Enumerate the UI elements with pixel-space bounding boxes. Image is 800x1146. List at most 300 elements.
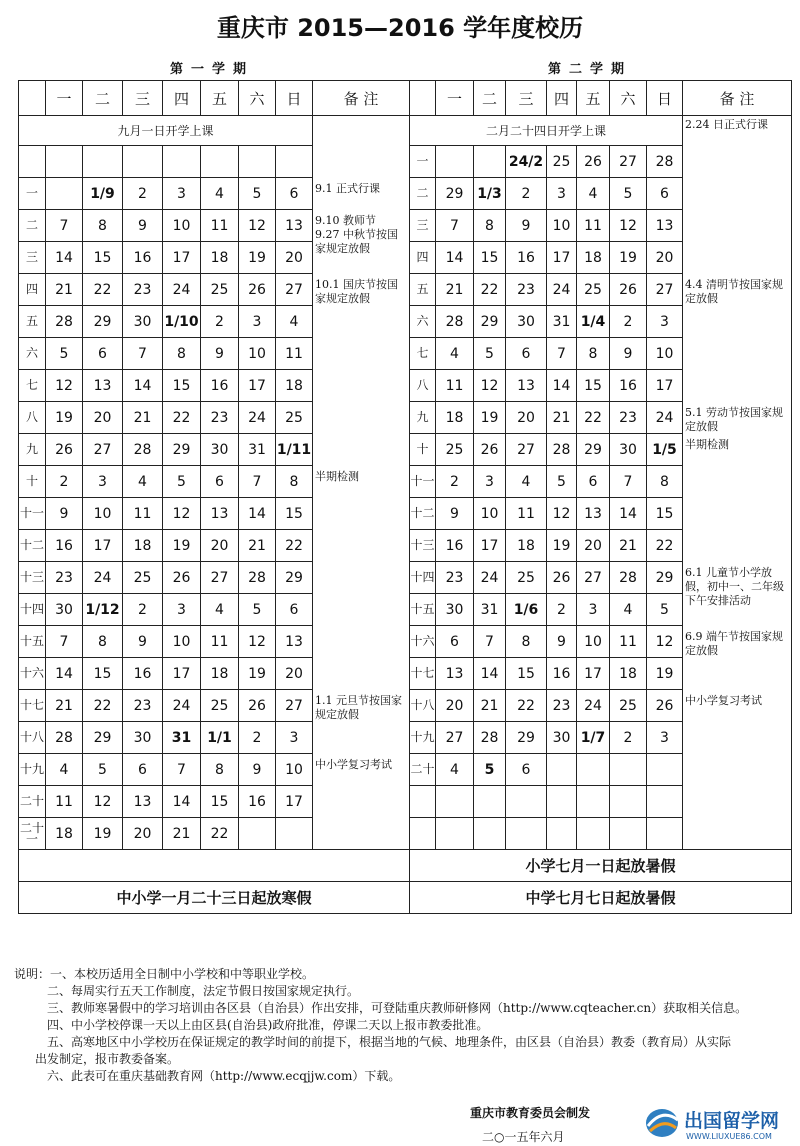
date-cell: 28 — [610, 562, 647, 594]
date-cell: 17 — [474, 530, 506, 562]
date-cell — [123, 146, 163, 178]
calendar-note: 9.10 教师节 9.27 中秋节按国家规定放假 — [315, 214, 398, 255]
week-number: 十九 — [19, 754, 46, 786]
date-cell: 25 — [547, 146, 577, 178]
date-cell: 11 — [46, 786, 83, 818]
date-cell: 8 — [506, 626, 547, 658]
date-cell: 14 — [436, 242, 474, 274]
date-cell: 2 — [547, 594, 577, 626]
date-cell: 7 — [474, 626, 506, 658]
date-cell: 16 — [506, 242, 547, 274]
weekday-header: 三 — [123, 81, 163, 116]
date-cell: 13 — [83, 370, 123, 402]
date-cell: 5 — [239, 594, 276, 626]
date-cell: 28 — [46, 306, 83, 338]
date-cell: 4 — [46, 754, 83, 786]
date-cell: 26 — [239, 690, 276, 722]
date-cell: 20 — [577, 530, 610, 562]
watermark-text: 出国留学网 — [684, 1110, 780, 1132]
week-number: 二十 — [410, 754, 436, 786]
date-cell: 28 — [239, 562, 276, 594]
date-cell: 1/4 — [577, 306, 610, 338]
date-cell: 16 — [201, 370, 239, 402]
date-cell: 25 — [577, 274, 610, 306]
date-cell: 9 — [436, 498, 474, 530]
date-cell — [201, 146, 239, 178]
week-number: 十八 — [19, 722, 46, 754]
date-cell: 1/3 — [474, 178, 506, 210]
date-cell: 21 — [239, 530, 276, 562]
date-cell: 9 — [201, 338, 239, 370]
calendar-note: 中小学复习考试 — [315, 758, 392, 771]
date-cell: 21 — [474, 690, 506, 722]
date-cell: 6 — [506, 754, 547, 786]
date-cell: 12 — [610, 210, 647, 242]
date-cell: 12 — [547, 498, 577, 530]
date-cell — [547, 818, 577, 850]
date-cell — [474, 146, 506, 178]
date-cell: 11 — [436, 370, 474, 402]
date-cell: 2 — [123, 594, 163, 626]
date-cell: 22 — [474, 274, 506, 306]
date-cell: 16 — [239, 786, 276, 818]
date-cell: 24 — [647, 402, 683, 434]
week-number: 八 — [410, 370, 436, 402]
date-cell: 19 — [610, 242, 647, 274]
date-cell: 17 — [276, 786, 313, 818]
date-cell: 6 — [276, 178, 313, 210]
date-cell: 14 — [474, 658, 506, 690]
week-number: 十六 — [19, 658, 46, 690]
date-cell: 6 — [506, 338, 547, 370]
date-cell: 17 — [547, 242, 577, 274]
date-cell: 25 — [201, 274, 239, 306]
date-cell: 20 — [83, 402, 123, 434]
date-cell: 16 — [123, 658, 163, 690]
date-cell: 1/10 — [163, 306, 201, 338]
date-cell: 18 — [577, 242, 610, 274]
date-cell: 27 — [201, 562, 239, 594]
date-cell — [436, 146, 474, 178]
weekday-header: 一 — [46, 81, 83, 116]
week-number: 十 — [19, 466, 46, 498]
date-cell: 5 — [610, 178, 647, 210]
date-cell: 9 — [239, 754, 276, 786]
date-cell — [547, 786, 577, 818]
explain-line: 六、此表可在重庆基础教育网（http://www.ecqjjw.com）下载。 — [47, 1069, 401, 1083]
date-cell: 25 — [436, 434, 474, 466]
weekday-header: 六 — [239, 81, 276, 116]
date-cell: 19 — [239, 242, 276, 274]
date-cell: 3 — [647, 306, 683, 338]
vacation-notice: 中小学一月二十三日起放寒假 — [19, 882, 410, 914]
week-number: 四 — [19, 274, 46, 306]
date-cell: 30 — [201, 434, 239, 466]
date-cell: 20 — [123, 818, 163, 850]
date-cell: 11 — [577, 210, 610, 242]
date-cell: 19 — [239, 658, 276, 690]
weekday-header: 五 — [577, 81, 610, 116]
date-cell: 10 — [547, 210, 577, 242]
weekday-header: 日 — [647, 81, 683, 116]
date-cell: 29 — [577, 434, 610, 466]
date-cell: 27 — [276, 690, 313, 722]
date-cell: 18 — [436, 402, 474, 434]
semester-2-table — [409, 80, 792, 914]
date-cell: 3 — [163, 594, 201, 626]
date-cell — [239, 818, 276, 850]
date-cell — [610, 818, 647, 850]
date-cell: 30 — [506, 306, 547, 338]
date-cell: 18 — [46, 818, 83, 850]
date-cell: 14 — [610, 498, 647, 530]
date-cell: 8 — [163, 338, 201, 370]
date-cell: 8 — [201, 754, 239, 786]
date-cell: 17 — [83, 530, 123, 562]
date-cell: 13 — [201, 498, 239, 530]
date-cell — [474, 786, 506, 818]
date-cell: 18 — [506, 530, 547, 562]
date-cell: 13 — [506, 370, 547, 402]
date-cell: 10 — [239, 338, 276, 370]
date-cell — [547, 754, 577, 786]
date-cell: 30 — [610, 434, 647, 466]
date-cell: 2 — [610, 306, 647, 338]
date-cell: 22 — [577, 402, 610, 434]
date-cell: 15 — [647, 498, 683, 530]
date-cell: 28 — [647, 146, 683, 178]
date-cell: 31 — [163, 722, 201, 754]
date-cell: 4 — [436, 338, 474, 370]
date-cell: 5 — [647, 594, 683, 626]
date-cell: 1/12 — [83, 594, 123, 626]
notes-header: 备 注 — [683, 81, 792, 116]
date-cell: 18 — [201, 242, 239, 274]
date-cell: 9 — [547, 626, 577, 658]
date-cell: 13 — [276, 626, 313, 658]
date-cell: 18 — [276, 370, 313, 402]
date-cell: 30 — [123, 306, 163, 338]
date-cell: 14 — [547, 370, 577, 402]
date-cell: 24 — [163, 274, 201, 306]
explain-line: 三、教师寒暑假中的学习培训由各区县（自治县）作出安排，可登陆重庆教师研修网（http://www.cqteacher.cn）获取相关信息。 — [47, 1001, 748, 1015]
date-cell — [46, 146, 83, 178]
notes-column — [683, 116, 792, 850]
date-cell: 26 — [577, 146, 610, 178]
weekday-header: 四 — [163, 81, 201, 116]
date-cell: 14 — [46, 658, 83, 690]
date-cell: 26 — [163, 562, 201, 594]
date-cell: 23 — [610, 402, 647, 434]
date-cell: 30 — [123, 722, 163, 754]
date-cell: 29 — [506, 722, 547, 754]
calendar-note: 2.24 日正式行课 — [685, 118, 768, 131]
watermark-logo — [642, 1104, 797, 1142]
date-cell: 22 — [83, 690, 123, 722]
date-cell: 1/7 — [577, 722, 610, 754]
date-cell: 14 — [123, 370, 163, 402]
date-cell — [436, 818, 474, 850]
week-number: 十二 — [19, 530, 46, 562]
week-number: 九 — [410, 402, 436, 434]
date-cell: 14 — [239, 498, 276, 530]
date-cell — [610, 754, 647, 786]
date-cell: 20 — [276, 658, 313, 690]
date-cell: 17 — [163, 242, 201, 274]
date-cell: 12 — [83, 786, 123, 818]
date-cell: 11 — [201, 626, 239, 658]
date-cell: 31 — [474, 594, 506, 626]
date-cell: 21 — [436, 274, 474, 306]
date-cell: 12 — [474, 370, 506, 402]
calendar-note: 半期检测 — [685, 438, 729, 451]
date-cell: 5 — [163, 466, 201, 498]
date-cell: 24 — [474, 562, 506, 594]
week-number: 五 — [410, 274, 436, 306]
week-number — [410, 786, 436, 818]
date-cell: 2 — [239, 722, 276, 754]
date-cell: 23 — [436, 562, 474, 594]
date-cell: 22 — [201, 818, 239, 850]
week-number: 十九 — [410, 722, 436, 754]
date-cell: 13 — [436, 658, 474, 690]
date-cell: 13 — [577, 498, 610, 530]
semester-1-label: 第一学期 — [170, 62, 255, 77]
date-cell: 28 — [123, 434, 163, 466]
date-cell: 15 — [577, 370, 610, 402]
date-cell: 19 — [163, 530, 201, 562]
week-number: 十七 — [410, 658, 436, 690]
date-cell: 12 — [239, 210, 276, 242]
date-cell — [83, 146, 123, 178]
week-number: 十七 — [19, 690, 46, 722]
date-cell: 25 — [276, 402, 313, 434]
date-cell: 24/2 — [506, 146, 547, 178]
explain-line: 出发制定，报市教委备案。 — [35, 1052, 180, 1066]
date-cell: 7 — [436, 210, 474, 242]
week-number: 六 — [410, 306, 436, 338]
date-cell: 5 — [46, 338, 83, 370]
date-cell: 4 — [577, 178, 610, 210]
date-cell: 24 — [163, 690, 201, 722]
date-cell: 20 — [506, 402, 547, 434]
date-cell: 2 — [610, 722, 647, 754]
date-cell: 21 — [547, 402, 577, 434]
date-cell: 29 — [276, 562, 313, 594]
date-cell: 14 — [163, 786, 201, 818]
date-cell: 26 — [474, 434, 506, 466]
week-number: 十四 — [19, 594, 46, 626]
date-cell: 9 — [123, 626, 163, 658]
date-cell: 26 — [547, 562, 577, 594]
date-cell: 26 — [239, 274, 276, 306]
date-cell: 27 — [610, 146, 647, 178]
week-number: 七 — [19, 370, 46, 402]
date-cell: 7 — [46, 626, 83, 658]
date-cell: 25 — [610, 690, 647, 722]
week-number: 一 — [410, 146, 436, 178]
date-cell — [577, 818, 610, 850]
date-cell: 31 — [547, 306, 577, 338]
weekday-header: 日 — [276, 81, 313, 116]
week-number: 十二 — [410, 498, 436, 530]
date-cell: 11 — [610, 626, 647, 658]
date-cell: 13 — [647, 210, 683, 242]
date-cell: 23 — [506, 274, 547, 306]
date-cell: 3 — [647, 722, 683, 754]
week-number: 十八 — [410, 690, 436, 722]
date-cell: 8 — [474, 210, 506, 242]
date-cell: 21 — [46, 274, 83, 306]
date-cell: 22 — [163, 402, 201, 434]
date-cell: 15 — [83, 242, 123, 274]
date-cell — [647, 786, 683, 818]
semester-2-label: 第二学期 — [548, 62, 633, 77]
date-cell: 2 — [506, 178, 547, 210]
date-cell: 22 — [506, 690, 547, 722]
date-cell: 9 — [506, 210, 547, 242]
explain-line: 二、每周实行五天工作制度，法定节假日按国家规定执行。 — [47, 984, 360, 998]
date-cell: 3 — [547, 178, 577, 210]
date-cell: 7 — [610, 466, 647, 498]
date-cell: 7 — [547, 338, 577, 370]
week-number: 十五 — [410, 594, 436, 626]
date-cell: 15 — [201, 786, 239, 818]
date-cell: 23 — [547, 690, 577, 722]
date-cell — [506, 786, 547, 818]
week-number: 八 — [19, 402, 46, 434]
calendar-note: 中小学复习考试 — [685, 694, 762, 707]
date-cell: 19 — [474, 402, 506, 434]
date-cell: 27 — [577, 562, 610, 594]
week-number: 十五 — [19, 626, 46, 658]
date-cell: 29 — [436, 178, 474, 210]
week-number: 三 — [410, 210, 436, 242]
watermark-url: WWW.LIUXUE86.COM — [686, 1132, 772, 1141]
date-cell: 18 — [201, 658, 239, 690]
date-cell: 3 — [577, 594, 610, 626]
semester-start: 九月一日开学上课 — [19, 116, 313, 146]
date-cell: 7 — [46, 210, 83, 242]
date-cell: 30 — [46, 594, 83, 626]
semester-1-table — [18, 80, 410, 914]
date-cell: 1/6 — [506, 594, 547, 626]
date-cell: 23 — [46, 562, 83, 594]
date-cell: 26 — [647, 690, 683, 722]
notes-column — [313, 116, 410, 850]
date-cell: 5 — [474, 754, 506, 786]
date-cell: 25 — [506, 562, 547, 594]
week-number: 十四 — [410, 562, 436, 594]
week-number: 二十一 — [19, 818, 46, 850]
semester-start: 二月二十四日开学上课 — [410, 116, 683, 146]
date-cell: 4 — [201, 178, 239, 210]
date-cell: 4 — [201, 594, 239, 626]
weekday-header: 二 — [83, 81, 123, 116]
week-number: 三 — [19, 242, 46, 274]
date-cell: 10 — [163, 626, 201, 658]
week-number: 十一 — [19, 498, 46, 530]
calendar-note: 10.1 国庆节按国家规定放假 — [315, 278, 398, 305]
date-cell: 13 — [123, 786, 163, 818]
date-cell: 20 — [436, 690, 474, 722]
date-cell: 10 — [83, 498, 123, 530]
date-cell: 3 — [239, 306, 276, 338]
weekday-header — [410, 81, 436, 116]
calendar-note: 9.1 正式行课 — [315, 182, 380, 195]
date-cell: 19 — [83, 818, 123, 850]
vacation-notice: 中学七月七日起放暑假 — [410, 882, 792, 914]
date-cell: 27 — [647, 274, 683, 306]
date-cell: 30 — [547, 722, 577, 754]
calendar-note: 半期检测 — [315, 470, 359, 483]
date-cell: 12 — [239, 626, 276, 658]
weekday-header: 五 — [201, 81, 239, 116]
date-cell: 25 — [201, 690, 239, 722]
date-cell: 27 — [436, 722, 474, 754]
date-cell: 6 — [276, 594, 313, 626]
date-cell: 7 — [163, 754, 201, 786]
explanation-notes — [14, 966, 794, 1085]
date-cell — [276, 818, 313, 850]
date-cell: 6 — [577, 466, 610, 498]
date-cell: 17 — [163, 658, 201, 690]
date-cell: 23 — [123, 274, 163, 306]
date-cell: 27 — [83, 434, 123, 466]
date-cell — [474, 818, 506, 850]
date-cell: 16 — [436, 530, 474, 562]
date-cell — [577, 786, 610, 818]
date-cell: 16 — [547, 658, 577, 690]
date-cell: 19 — [547, 530, 577, 562]
week-number: 二十 — [19, 786, 46, 818]
date-cell: 8 — [577, 338, 610, 370]
date-cell: 11 — [201, 210, 239, 242]
date-cell — [163, 146, 201, 178]
week-number: 九 — [19, 434, 46, 466]
date-cell: 5 — [83, 754, 123, 786]
issuer: 重庆市教育委员会制发 — [470, 1106, 591, 1120]
date-cell: 19 — [647, 658, 683, 690]
date-cell: 8 — [83, 626, 123, 658]
date-cell: 24 — [83, 562, 123, 594]
week-number: 十三 — [410, 530, 436, 562]
date-cell: 15 — [83, 658, 123, 690]
date-cell: 5 — [547, 466, 577, 498]
date-cell: 1/5 — [647, 434, 683, 466]
date-cell: 28 — [436, 306, 474, 338]
date-cell: 12 — [163, 498, 201, 530]
date-cell: 24 — [239, 402, 276, 434]
date-cell: 3 — [163, 178, 201, 210]
date-cell: 12 — [647, 626, 683, 658]
vacation-notice — [19, 850, 410, 882]
date-cell — [436, 786, 474, 818]
date-cell: 6 — [201, 466, 239, 498]
date-cell: 27 — [276, 274, 313, 306]
date-cell: 4 — [436, 754, 474, 786]
calendar-note: 4.4 清明节按国家规定放假 — [685, 278, 783, 305]
date-cell: 3 — [83, 466, 123, 498]
date-cell: 8 — [647, 466, 683, 498]
date-cell: 16 — [46, 530, 83, 562]
date-cell: 6 — [123, 754, 163, 786]
date-cell: 8 — [276, 466, 313, 498]
date-cell: 2 — [46, 466, 83, 498]
date-cell: 17 — [577, 658, 610, 690]
date-cell: 22 — [647, 530, 683, 562]
weekday-header: 四 — [547, 81, 577, 116]
